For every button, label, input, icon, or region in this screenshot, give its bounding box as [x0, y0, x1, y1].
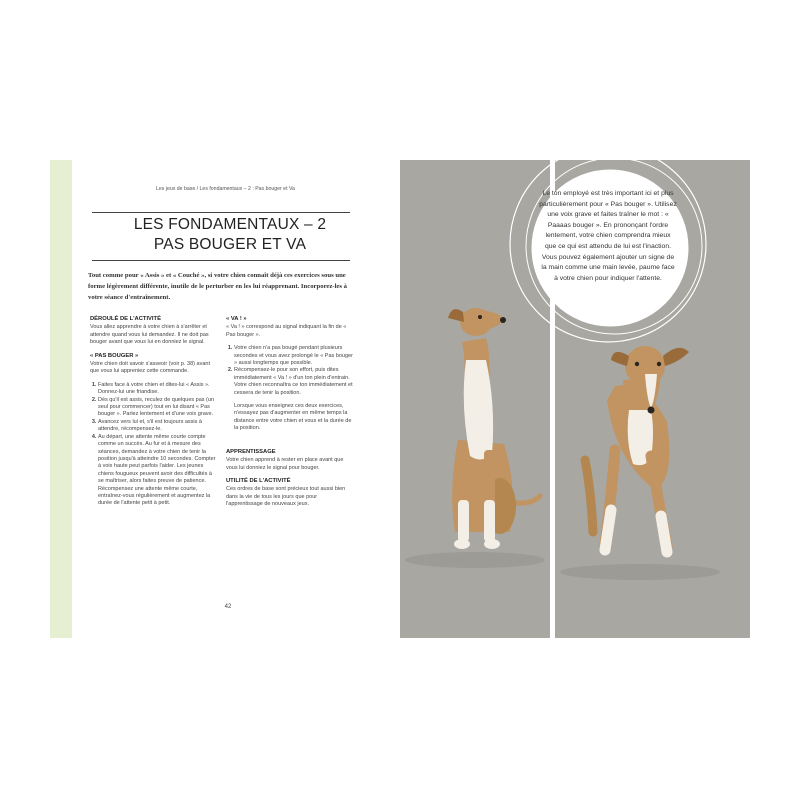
page-margin-strip: [50, 160, 72, 638]
text-column-left: [90, 316, 218, 514]
paragraph-pas-bouger: Votre chien doit savoir s'asseoir (voir p. 38) avant que vous lui appreniez cette commande.: [90, 361, 210, 375]
title-rule-top: [92, 212, 350, 213]
left-page: [72, 160, 386, 638]
step-item: 1. Votre chien n'a pas bougé pendant plusieurs secondes et vous avez prolongé le « Pas bouger » aussi longtemps que possible.: [234, 345, 354, 367]
page-number: 42: [224, 604, 232, 610]
breadcrumb: Les jeux de base / Les fondamentaux – 2 : Pas bouger et Va: [156, 186, 295, 192]
paragraph-va-note: Lorsque vous enseignez ces deux exercices, n'essayez pas d'augmenter en même temps la distance entre votre chien et vous et la durée de la position.: [234, 403, 352, 432]
steps-va: [226, 345, 354, 397]
paragraph-deroule: Vous allez apprendre à votre chien à s'arrêter et attendre quand vous lui demandez. Il ne doit pas bouger avant que vous lui en donniez le signal.: [90, 324, 209, 346]
text-column-right: [226, 316, 354, 515]
step-item: 1. Faites face à votre chien et dites-lui « Assis ». Donnez-lui une friandise.: [98, 382, 218, 397]
heading-pas-bouger: « PAS BOUGER »: [90, 352, 139, 359]
paragraph-utilite: Ces ordres de base sont précieux tout aussi bien dans la vie de tous les jours que pour l'apprentissage de nouveaux jeux.: [226, 486, 346, 508]
heading-deroule: DÉROULÉ DE L'ACTIVITÉ: [90, 316, 161, 322]
page-title: LES FONDAMENTAUX – 2: [133, 216, 327, 233]
step-item: 3. Avancez vers lui et, s'il est toujours assis à attendre, récompensez-le.: [98, 419, 218, 434]
page-subtitle: PAS BOUGER ET VA: [153, 236, 307, 253]
heading-utilite: UTILITÉ DE L'ACTIVITÉ: [226, 477, 291, 484]
paragraph-apprentissage: Votre chien apprend à rester en place avant que vous lui donniez le signal pour bouger.: [226, 457, 344, 471]
heading-va: « VA ! »: [226, 316, 247, 322]
heading-apprentissage: APPRENTISSAGE: [226, 448, 276, 455]
title-rule-bottom: [92, 260, 350, 261]
step-item: 4. Au départ, une attente même courte compte comme un succès. Au fur et à mesure des séances, demandez à votre chien de tenir la position jusqu'à atteindre 10 secondes. Compter à voix haute peut parfois l'aider. Les jeunes chiens fougueux peuvent avoir des difficultés à se maîtriser, alors faites preuve de patience. Récompensez une attente même courte, entraînez-vous régulièrement et augmentez la durée de l'attente petit à petit.: [98, 434, 218, 508]
intro-paragraph: Tout comme pour « Assis » et « Couché », si votre chien connaît déjà ces exercices sous une forme légèrement différente, inutile de le perturber en les lui réapprenant. Incorporez-les à votre séance d'entraînement.: [88, 272, 348, 301]
step-item: 2. Récompensez-le pour son effort, puis dites immédiatement « Va ! » d'un ton plein d'entrain. Votre chien reconnaîtra ce ton immédiatement et cessera de tenir la position.: [234, 367, 354, 397]
paragraph-va: « Va ! » correspond au signal indiquant la fin de « Pas bouger ».: [226, 324, 347, 338]
step-item: 2. Dès qu'il est assis, reculez de quelques pas (un seul pour commencer) tout en lui disant « Pas bouger ». Parlez lentement et d'une voix grave.: [98, 397, 218, 419]
steps-pas-bouger: [90, 382, 218, 508]
callout-text: Le ton employé est très important ici et plus particulièrement pour « Pas bouger ». Utilisez une voix grave et faites traîner le mot : « Paaaas bouger ». En prononçant l'ordre lentement, votre chien comprendra mieux que ce qui est attendu de lui est l'inaction. Vous pouvez également ajouter un signe de la main comme une main levée, paume face à votre chien pour indiquer l'attente.: [539, 190, 677, 282]
